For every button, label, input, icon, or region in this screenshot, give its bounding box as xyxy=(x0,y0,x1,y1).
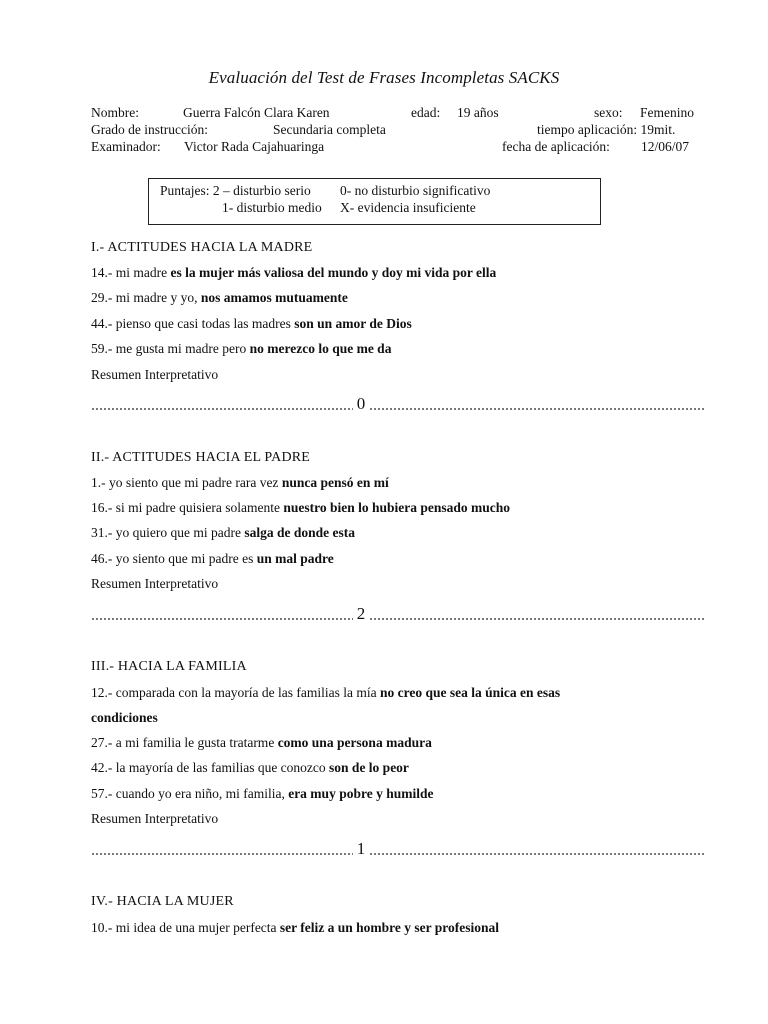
summary-score: 0 xyxy=(356,394,366,412)
summary-score: 2 xyxy=(356,604,366,622)
sentence-prompt: 57.- cuando yo era niño, mi familia, xyxy=(91,786,289,801)
sexo-value: Femenino xyxy=(640,105,694,120)
dotted-leader xyxy=(369,408,704,410)
edad-value: 19 años xyxy=(457,105,499,120)
summary-score-line xyxy=(91,602,704,622)
sentence-item xyxy=(91,920,499,936)
sentence-prompt: 1.- yo siento que mi padre rara vez xyxy=(91,475,282,490)
grado-value: Secundaria completa xyxy=(273,122,386,137)
sentence-prompt: 10.- mi idea de una mujer perfecta xyxy=(91,920,280,935)
legend-score-1: 1- disturbio medio xyxy=(222,200,322,215)
dotted-leader xyxy=(91,618,353,620)
sentence-prompt: 44.- pienso que casi todas las madres xyxy=(91,316,295,331)
summary-score-line xyxy=(91,837,704,857)
fecha-label: fecha de aplicación: xyxy=(502,139,610,154)
sentence-item xyxy=(91,760,409,776)
nombre-value: Guerra Falcón Clara Karen xyxy=(183,105,330,120)
legend-score-0: 0- no disturbio significativo xyxy=(340,183,491,198)
legend-score-x: X- evidencia insuficiente xyxy=(340,200,476,215)
sentence-prompt: 31.- yo quiero que mi padre xyxy=(91,525,245,540)
sentence-prompt: 46.- yo siento que mi padre es xyxy=(91,551,257,566)
sentence-prompt: 12.- comparada con la mayoría de las familias la mía xyxy=(91,685,381,700)
sentence-item xyxy=(91,265,496,281)
sentence-prompt: 59.- me gusta mi madre pero xyxy=(91,341,250,356)
summary-label: Resumen Interpretativo xyxy=(91,576,219,591)
sentence-item xyxy=(91,735,432,751)
sentence-answer: salga de donde esta xyxy=(244,525,355,540)
dotted-leader xyxy=(369,853,704,855)
document-title: Evaluación del Test de Frases Incompletas SACKS xyxy=(208,68,560,87)
summary-score-line xyxy=(91,392,704,412)
legend-score-2: Puntajes: 2 – disturbio serio xyxy=(160,183,311,198)
sentence-item xyxy=(91,551,334,567)
sentence-item xyxy=(91,316,412,332)
sentence-item xyxy=(91,685,560,701)
sentence-item xyxy=(91,786,433,802)
sentence-item xyxy=(91,290,348,306)
summary-score: 1 xyxy=(356,839,366,857)
dotted-leader xyxy=(91,853,353,855)
sentence-item xyxy=(91,525,355,541)
section-heading: I.- ACTITUDES HACIA LA MADRE xyxy=(91,240,313,255)
sentence-answer: nos amamos mutuamente xyxy=(200,290,348,305)
fecha-value: 12/06/07 xyxy=(641,139,690,154)
sentence-item xyxy=(91,500,510,516)
sentence-answer: era muy pobre y humilde xyxy=(288,786,434,801)
sentence-answer: es la mujer más valiosa del mundo y doy mi vida por ella xyxy=(170,265,497,280)
sexo-label: sexo: xyxy=(594,105,623,120)
scoring-legend-box xyxy=(148,178,601,225)
edad-label: edad: xyxy=(411,105,441,120)
section-heading: II.- ACTITUDES HACIA EL PADRE xyxy=(91,450,311,465)
section-heading: III.- HACIA LA FAMILIA xyxy=(91,659,247,674)
sentence-item xyxy=(91,341,391,357)
sentence-prompt: 29.- mi madre y yo, xyxy=(91,290,201,305)
sentence-answer: ser feliz a un hombre y ser profesional xyxy=(279,920,500,935)
section-heading: IV.- HACIA LA MUJER xyxy=(91,894,234,909)
sentence-answer: un mal padre xyxy=(256,551,334,566)
sentence-prompt: 14.- mi madre xyxy=(91,265,171,280)
sentence-item xyxy=(91,475,389,491)
sentence-prompt: 42.- la mayoría de las familias que conozco xyxy=(91,760,330,775)
summary-label: Resumen Interpretativo xyxy=(91,367,219,382)
dotted-leader xyxy=(91,408,353,410)
nombre-label: Nombre: xyxy=(91,105,139,120)
sentence-answer: son un amor de Dios xyxy=(294,316,412,331)
grado-label: Grado de instrucción: xyxy=(91,122,208,137)
tiempo-aplicacion: tiempo aplicación: 19mit. xyxy=(537,122,676,137)
sentence-answer: como una persona madura xyxy=(277,735,432,750)
sentence-answer: no creo que sea la única en esas xyxy=(380,685,561,700)
dotted-leader xyxy=(369,618,704,620)
sentence-answer-continuation xyxy=(91,710,158,726)
sentence-answer: nunca pensó en mí xyxy=(281,475,389,490)
sentence-answer: nuestro bien lo hubiera pensado mucho xyxy=(283,500,511,515)
sentence-answer: condiciones xyxy=(91,710,158,725)
examinador-label: Examinador: xyxy=(91,139,161,154)
sentence-prompt: 27.- a mi familia le gusta tratarme xyxy=(91,735,278,750)
examinador-value: Victor Rada Cajahuaringa xyxy=(184,139,325,154)
summary-label: Resumen Interpretativo xyxy=(91,811,219,826)
sentence-answer: son de lo peor xyxy=(329,760,409,775)
sentence-answer: no merezco lo que me da xyxy=(249,341,392,356)
sentence-prompt: 16.- si mi padre quisiera solamente xyxy=(91,500,284,515)
